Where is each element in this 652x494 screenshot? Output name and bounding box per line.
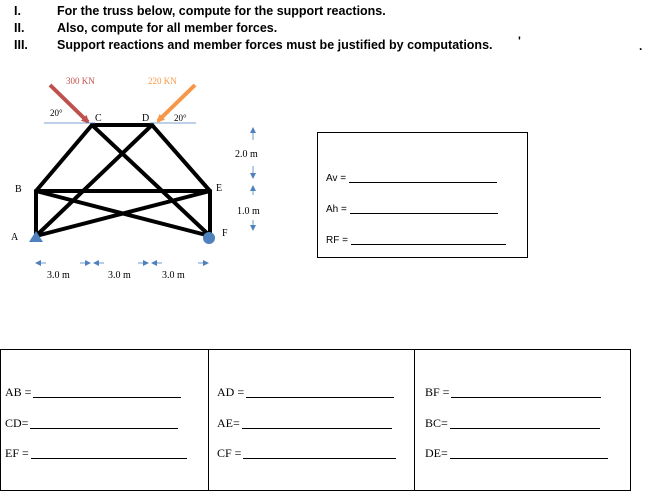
span-label-1: 3.0 m — [47, 270, 70, 281]
load-label-300: 300 KN — [66, 76, 95, 86]
angle-label-c: 20° — [50, 108, 63, 118]
reaction-rf — [326, 235, 506, 246]
instruction-text: Also, compute for all member forces. — [57, 21, 278, 35]
answer-blank[interactable] — [246, 397, 394, 398]
reaction-ah — [326, 204, 498, 215]
answer-blank[interactable] — [31, 458, 187, 459]
member-force-label: AB = — [5, 385, 32, 399]
instruction-number: I. — [14, 4, 21, 18]
load-label-220: 220 KN — [148, 76, 177, 86]
angle-label-d: 20° — [174, 113, 187, 123]
member-force-label: AD = — [217, 385, 245, 399]
member-force-label: CF = — [217, 446, 242, 460]
answer-blank[interactable] — [33, 397, 181, 398]
member-force-row — [217, 385, 394, 400]
roller-support-f — [203, 232, 215, 244]
member-force-row — [425, 385, 601, 400]
member-forces-column-1 — [1, 350, 208, 490]
reaction-label: Av = — [326, 173, 347, 184]
answer-blank[interactable] — [451, 397, 601, 398]
instruction-number: II. — [14, 21, 25, 35]
span-label-3: 3.0 m — [162, 270, 185, 281]
member-force-row — [217, 416, 392, 431]
answer-blank[interactable] — [450, 428, 600, 429]
member-de — [152, 125, 210, 191]
node-label-c: C — [95, 113, 102, 124]
answer-blank[interactable] — [350, 213, 498, 214]
reaction-av — [326, 173, 497, 184]
member-force-row — [425, 446, 608, 461]
member-force-row — [5, 416, 178, 431]
instruction-text: For the truss below, compute for the support reactions. — [57, 4, 386, 18]
member-forces-column-3 — [414, 350, 631, 490]
instruction-text: Support reactions and member forces must be justified by computations. — [57, 38, 493, 52]
member-force-row — [5, 446, 187, 461]
answer-blank[interactable] — [243, 458, 396, 459]
span-label-2: 3.0 m — [108, 270, 131, 281]
member-force-row — [217, 446, 396, 461]
answer-blank[interactable] — [30, 428, 178, 429]
member-force-row — [5, 385, 181, 400]
height-label-1: 2.0 m — [235, 149, 258, 160]
node-label-d: D — [142, 113, 150, 124]
reactions-box — [317, 132, 528, 258]
stray-mark: ' — [518, 34, 521, 48]
node-label-f: F — [222, 228, 228, 239]
member-force-label: BC= — [425, 416, 448, 430]
member-force-row — [425, 416, 600, 431]
answer-blank[interactable] — [349, 182, 497, 183]
height-label-2: 1.0 m — [237, 206, 260, 217]
member-forces-table — [0, 349, 631, 491]
reaction-label: RF = — [326, 235, 348, 246]
member-force-label: DE= — [425, 446, 448, 460]
answer-blank[interactable] — [242, 428, 392, 429]
member-forces-column-2 — [208, 350, 415, 490]
member-force-label: EF = — [5, 446, 29, 460]
truss-members — [36, 125, 210, 236]
instruction-number: III. — [14, 38, 28, 52]
reaction-label: Ah = — [326, 204, 347, 215]
answer-blank[interactable] — [351, 244, 506, 245]
stray-mark: . — [639, 39, 643, 53]
answer-blank[interactable] — [450, 458, 608, 459]
member-force-label: AE= — [217, 416, 240, 430]
member-bc — [36, 125, 92, 191]
node-label-b: B — [15, 184, 22, 195]
node-label-e: E — [216, 183, 223, 194]
member-force-label: BF = — [425, 385, 450, 399]
member-force-label: CD= — [5, 416, 29, 430]
node-label-a: A — [11, 232, 19, 243]
